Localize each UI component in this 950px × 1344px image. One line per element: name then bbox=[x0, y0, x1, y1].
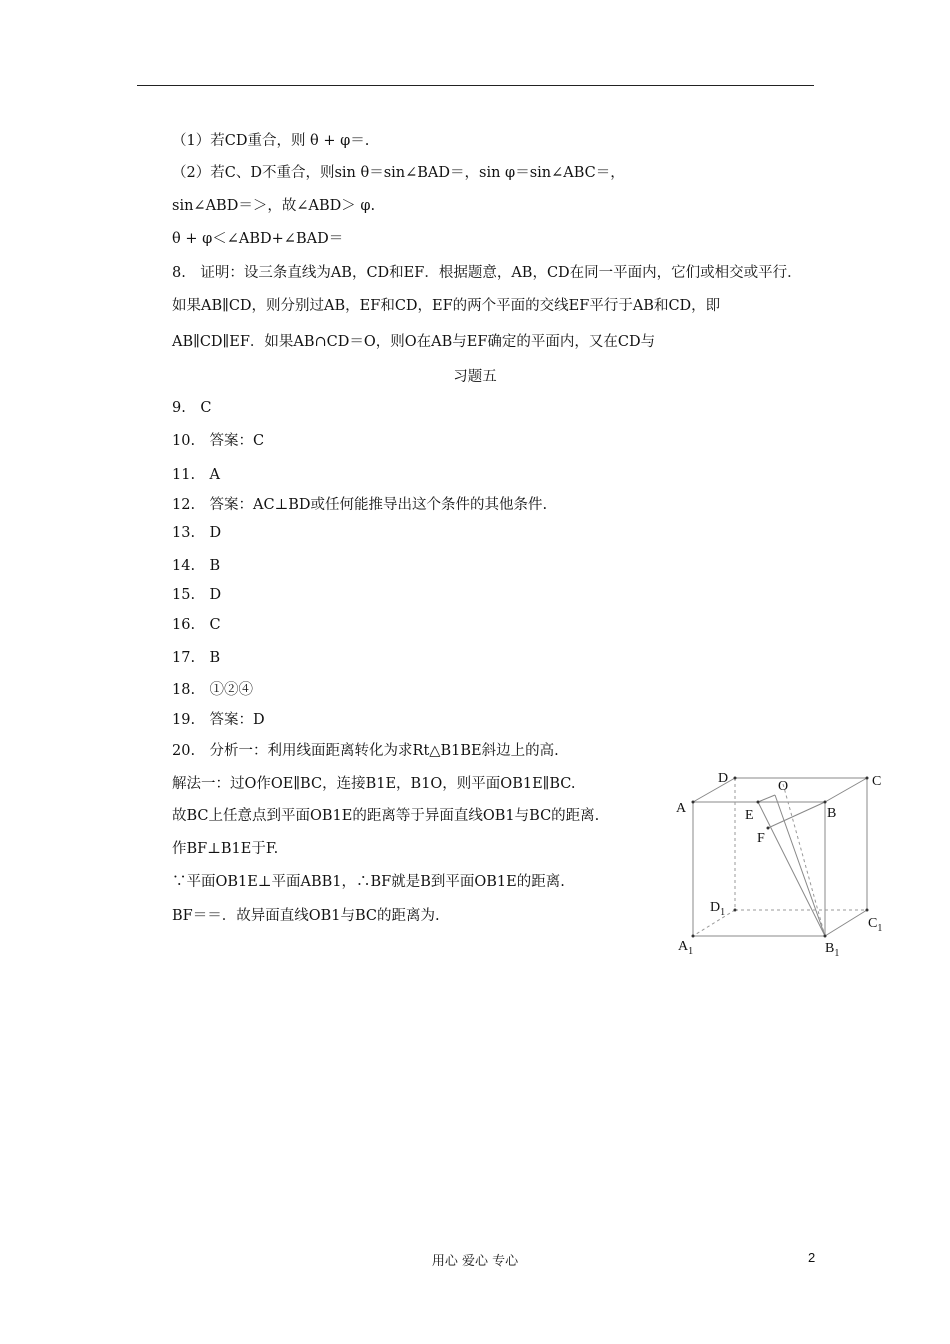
label-A: A bbox=[676, 801, 687, 816]
text-line: （1）若CD重合，则 θ + φ＝. bbox=[172, 133, 370, 149]
label-O: O bbox=[778, 779, 789, 794]
answer-line: ∵平面OB1E⊥平面ABB1，∴BF就是B到平面OB1E的距离. bbox=[172, 874, 565, 890]
answer-line: 18. ①②④ bbox=[172, 682, 254, 698]
answer-line: 13. D bbox=[172, 525, 222, 541]
label-C1: $C_1$ bbox=[868, 916, 883, 934]
text-line: 8. 证明：设三条直线为AB，CD和EF．根据题意，AB，CD在同一平面内，它们或相交或平行． bbox=[172, 265, 802, 281]
header-rule bbox=[137, 85, 814, 86]
label-D: D bbox=[718, 771, 729, 786]
label-F: F bbox=[757, 831, 765, 846]
text-line: 如果AB∥CD，则分别过AB，EF和CD，EF的两个平面的交线EF平行于AB和CD，即 bbox=[172, 298, 721, 314]
answer-line: 11. A bbox=[172, 467, 221, 483]
answer-line: 15. D bbox=[172, 587, 222, 603]
page-number: 2 bbox=[808, 1250, 816, 1265]
label-D1: $D_1$ bbox=[710, 900, 726, 918]
label-B: B bbox=[827, 806, 837, 821]
answer-line: 20. 分析一：利用线面距离转化为求Rt△B1BE斜边上的高. bbox=[172, 743, 559, 759]
answer-line: 9. C bbox=[172, 400, 212, 416]
text-line: sin∠ABD＝＞，故∠ABD＞ φ. bbox=[172, 198, 376, 214]
answer-line: 17. B bbox=[172, 650, 221, 666]
text-line: θ + φ＜∠ABD+∠BAD＝ bbox=[172, 231, 344, 247]
label-C: C bbox=[872, 774, 882, 789]
cube-figure bbox=[660, 760, 900, 960]
answer-line: 作BF⊥B1E于F. bbox=[172, 841, 279, 857]
answer-line: 12. 答案：AC⊥BD或任何能推导出这个条件的其他条件. bbox=[172, 497, 548, 513]
answer-line: 10. 答案：C bbox=[172, 433, 265, 449]
answer-line: 16. C bbox=[172, 617, 221, 633]
answer-line: 故BC上任意点到平面OB1E的距离等于异面直线OB1与BC的距离. bbox=[172, 808, 600, 824]
label-A1: $A_1$ bbox=[678, 939, 694, 957]
text-line: AB∥CD∥EF．如果AB∩CD＝O，则O在AB与EF确定的平面内，又在CD与 bbox=[172, 334, 656, 350]
answer-line: 14. B bbox=[172, 558, 221, 574]
label-B1: $B_1$ bbox=[825, 941, 840, 959]
answer-line: BF＝＝．故异面直线OB1与BC的距离为. bbox=[172, 908, 440, 924]
text-line: （2）若C、D不重合，则sin θ＝sin∠BAD＝，sin φ＝sin∠ABC＝， bbox=[172, 165, 625, 181]
label-E: E bbox=[745, 808, 754, 823]
answer-line: 解法一：过O作OE∥BC，连接B1E，B1O，则平面OB1E∥BC. bbox=[172, 776, 576, 792]
answer-line: 19. 答案：D bbox=[172, 712, 265, 728]
footer-slogan: 用心 爱心 专心 bbox=[431, 1254, 519, 1269]
section-title: 习题五 bbox=[453, 369, 497, 385]
